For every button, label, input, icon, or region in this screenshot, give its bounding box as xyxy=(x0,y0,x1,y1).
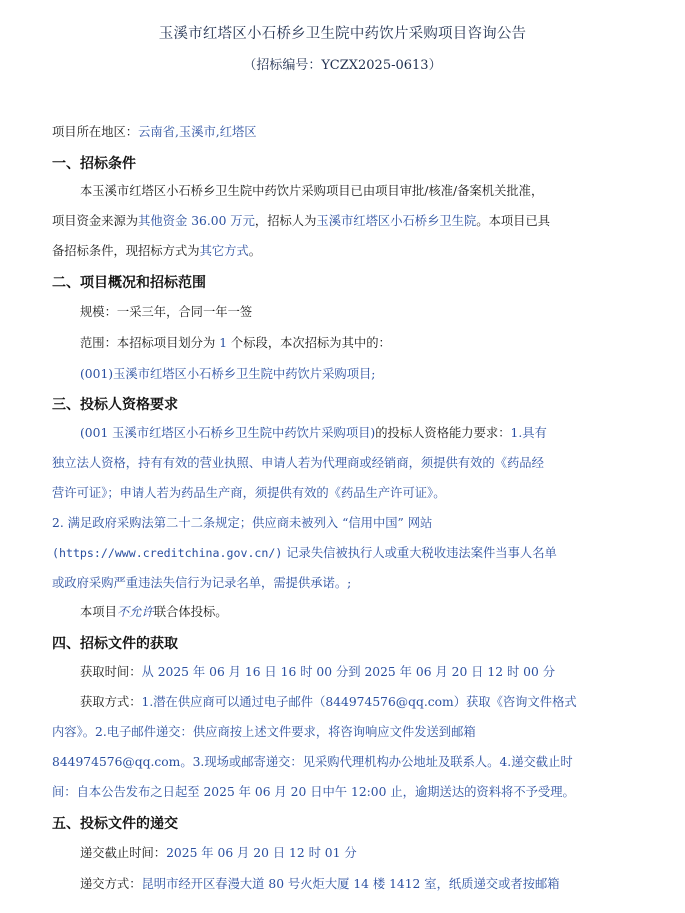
text-run: ，招标人为 xyxy=(254,214,317,228)
paragraph-line: 2. 满足政府采购法第二十二条规定；供应商未被列入 “信用中国” 网站 xyxy=(52,516,433,530)
submission-deadline xyxy=(80,845,357,861)
fund-source: 其他资金 36.00 万元 xyxy=(138,214,255,228)
deadline-value: 2025 年 06 月 20 日 12 时 01 分 xyxy=(166,846,357,860)
text-run: 记录失信被执行人或重大税收违法案件当事人名单 xyxy=(282,546,557,560)
paragraph-line xyxy=(80,425,547,441)
paragraph-line: 营许可证》；申请人若为药品生产商，须提供有效的《药品生产许可证》。 xyxy=(52,486,446,500)
paragraph-line: 本玉溪市红塔区小石桥乡卫生院中药饮片采购项目已由项目审批/核准/备案机关批准， xyxy=(80,184,544,198)
lot-count: 1 xyxy=(219,336,228,350)
paragraph-line: 844974576@qq.com。3.现场或邮寄递交：见采购代理机构办公地址及联系人。4.递交截止时 xyxy=(52,755,573,769)
paragraph-line: 间：自本公告发布之日起至 2025 年 06 月 20 日中午 12:00 止，逾期送达的资料将不予受理。 xyxy=(52,785,575,799)
location-value: 云南省,玉溪市,红塔区 xyxy=(138,125,257,139)
project-scale: 规模：一采三年，合同一年一签 xyxy=(80,305,253,319)
requirement-text: 1.具有 xyxy=(510,426,547,440)
tender-method: 其它方式 xyxy=(199,244,249,258)
method-label: 获取方式： xyxy=(80,695,142,709)
location-label: 项目所在地区： xyxy=(52,125,139,139)
time-label: 获取时间： xyxy=(80,665,142,679)
creditchina-link[interactable]: (https://www.creditchina.gov.cn/) xyxy=(52,546,283,560)
lot-item: (001)玉溪市红塔区小石桥乡卫生院中药饮片采购项目; xyxy=(80,367,376,381)
text-run: 。本项目已具 xyxy=(476,214,551,228)
tender-number: （招标编号：YCZX2025-0613） xyxy=(243,58,442,73)
project-location xyxy=(52,124,257,140)
deadline-label: 递交截止时间： xyxy=(80,846,167,860)
paragraph-line: 独立法人资格，持有有效的营业执照、申请人若为代理商或经销商，须提供有效的《药品经 xyxy=(52,456,544,470)
text-run: 。 xyxy=(248,244,262,258)
text-run: 项目资金来源为 xyxy=(52,214,139,228)
acquisition-method xyxy=(80,694,577,710)
section-heading-qualifications: 三、投标人资格要求 xyxy=(52,397,178,413)
acquisition-time xyxy=(80,664,555,680)
paragraph-line xyxy=(52,213,550,229)
tenderer-name: 玉溪市红塔区小石桥乡卫生院 xyxy=(316,214,477,228)
method-value: 昆明市经开区春漫大道 80 号火炬大厦 14 楼 1412 室，纸质递交或者按邮箱 xyxy=(141,877,560,891)
text-run: 联合体投标。 xyxy=(153,605,228,619)
text-run: 本项目 xyxy=(80,605,117,619)
submission-method xyxy=(80,876,560,892)
section-heading-document-acquisition: 四、招标文件的获取 xyxy=(52,636,178,652)
section-heading-overview: 二、项目概况和招标范围 xyxy=(52,275,206,291)
page-title: 玉溪市红塔区小石桥乡卫生院中药饮片采购项目咨询公告 xyxy=(158,26,527,42)
consortium-note xyxy=(80,604,228,620)
consortium-status: 不允许 xyxy=(116,605,154,619)
text-run: 个标段，本次招标为其中的： xyxy=(227,336,391,350)
paragraph-line: 或政府采购严重违法失信行为记录名单，需提供承诺。; xyxy=(52,576,352,590)
lot-reference: (001 玉溪市红塔区小石桥乡卫生院中药饮片采购项目) xyxy=(80,426,376,440)
project-range xyxy=(80,335,391,351)
paragraph-line xyxy=(52,545,557,561)
text-run: 备招标条件，现招标方式为 xyxy=(52,244,200,258)
section-heading-bid-submission: 五、投标文件的递交 xyxy=(52,816,178,832)
time-value: 从 2025 年 06 月 16 日 16 时 00 分到 2025 年 06 月 20 日 12 时 00 分 xyxy=(141,665,556,679)
method-text: 1.潜在供应商可以通过电子邮件（844974576@qq.com）获取《咨询文件格式 xyxy=(141,695,577,709)
method-label: 递交方式： xyxy=(80,877,142,891)
text-run: 范围：本招标项目划分为 xyxy=(80,336,220,350)
paragraph-line: 内容》。2.电子邮件递交：供应商按上述文件要求，将咨询响应文件发送到邮箱 xyxy=(52,725,476,739)
paragraph-line xyxy=(52,243,261,259)
text-run: 的投标人资格能力要求： xyxy=(375,426,511,440)
section-heading-tender-conditions: 一、招标条件 xyxy=(52,156,136,172)
